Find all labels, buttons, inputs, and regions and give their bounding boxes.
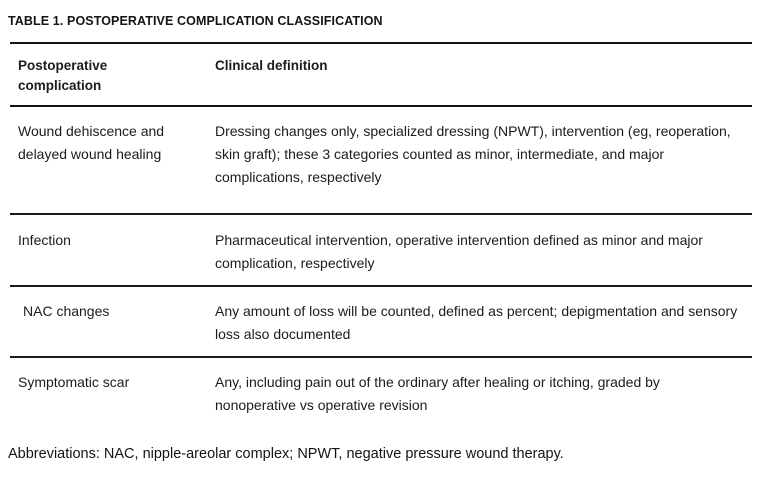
complication-cell: Symptomatic scar	[18, 374, 130, 390]
table-row-wound-dehiscence	[10, 107, 752, 215]
abbreviations-footnote: Abbreviations: NAC, nipple-areolar complex; NPWT, negative pressure wound therapy.	[8, 446, 564, 462]
table-title: TABLE 1. POSTOPERATIVE COMPLICATION CLASSIFICATION	[8, 14, 383, 28]
table-header-row	[10, 44, 752, 107]
complication-cell: NAC changes	[23, 303, 110, 319]
definition-cell: Pharmaceutical intervention, operative intervention defined as minor and major complication, respectively	[215, 232, 703, 271]
complication-classification-table	[10, 42, 752, 423]
definition-cell: Any, including pain out of the ordinary after healing or itching, graded by nonoperative vs operative revision	[215, 374, 660, 413]
definition-cell: Dressing changes only, specialized dressing (NPWT), intervention (eg, reoperation, skin graft); these 3 categories counted as minor, intermediate, and major complications, respectively	[215, 123, 731, 185]
column-header-clinical-definition: Clinical definition	[215, 58, 328, 73]
table-row-nac-changes	[10, 287, 752, 358]
column-header-postoperative-complication: Postoperative complication	[18, 58, 108, 93]
complication-cell: Wound dehiscence and delayed wound healing	[18, 123, 165, 162]
definition-cell: Any amount of loss will be counted, defined as percent; depigmentation and sensory loss also documented	[215, 303, 738, 342]
table-row-infection	[10, 215, 752, 287]
complication-cell: Infection	[18, 232, 71, 248]
table-row-symptomatic-scar	[10, 358, 752, 423]
